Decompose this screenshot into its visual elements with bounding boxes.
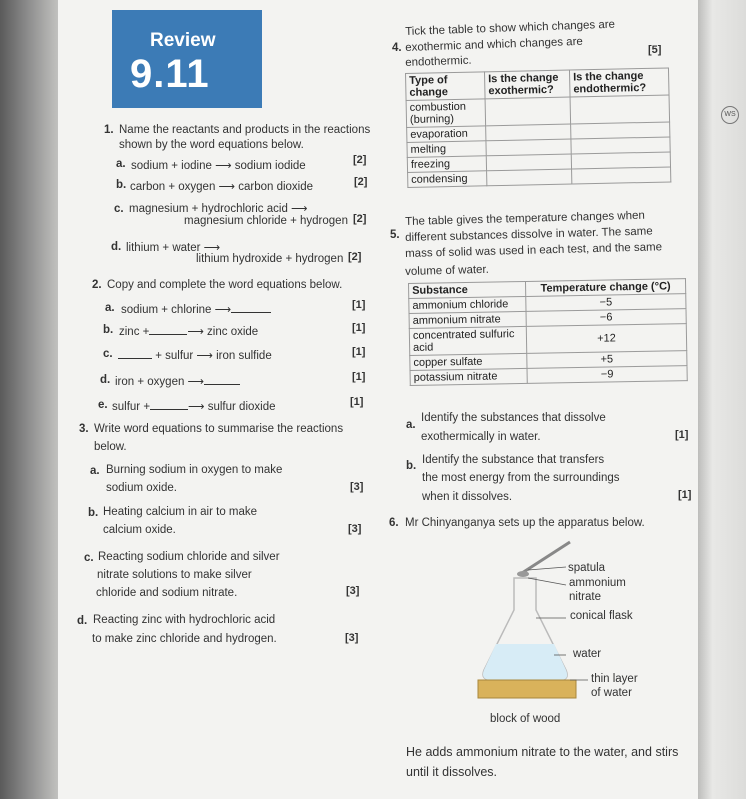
q3c-letter: c. (84, 552, 94, 564)
q2d-letter: d. (100, 374, 111, 386)
q4-row-label: combustion (burning) (406, 99, 486, 128)
q4-line2: exothermic and which changes are (405, 35, 584, 54)
q2c-marks: [1] (352, 346, 366, 358)
q1a-text: sodium + iodine ⟶ sodium iodide (131, 160, 306, 172)
q2-number: 2. (92, 279, 102, 291)
q5-temp-cell: −5 (526, 294, 686, 312)
q5-line1: The table gives the temperature changes when (405, 209, 645, 228)
q5b-line2: the most energy from the surroundings (422, 472, 620, 484)
q4-header-endo: Is the change endothermic? (569, 68, 669, 97)
q3d-marks: [3] (345, 632, 359, 644)
q2c-text (118, 348, 272, 362)
q2a-letter: a. (105, 302, 115, 314)
q4-table (405, 67, 671, 188)
q5b-marks: [1] (678, 489, 692, 501)
label-spatula: spatula (568, 562, 606, 574)
q1c-text2: magnesium chloride + hydrogen (184, 215, 348, 227)
q2a-marks: [1] (352, 299, 366, 311)
q2b-text (119, 324, 258, 338)
q1d-marks: [2] (348, 251, 362, 263)
q3c-line2: nitrate solutions to make silver (97, 569, 252, 581)
q4-exo-cell[interactable] (485, 97, 571, 126)
q2b-blank (149, 325, 187, 335)
q4-header-exo: Is the change exothermic? (484, 70, 570, 99)
q6-text: Mr Chinyanganya sets up the apparatus below. (405, 517, 645, 529)
q4-row-label: condensing (408, 171, 487, 188)
q3-text-line1: Write word equations to summarise the reactions (94, 423, 344, 435)
label-thin-layer: thin layer (591, 673, 638, 685)
q2c-blank (118, 349, 152, 359)
q3c-marks: [3] (346, 585, 360, 597)
q4-exo-cell[interactable] (487, 169, 572, 186)
q6-after-line1: He adds ammonium nitrate to the water, and stirs (406, 745, 679, 759)
q3b-letter: b. (88, 507, 99, 519)
label-conical-flask: conical flask (570, 610, 633, 622)
q1-number: 1. (104, 124, 114, 136)
q1b-text: carbon + oxygen ⟶ carbon dioxide (130, 181, 314, 193)
q2d-blank (204, 375, 240, 385)
q1d-letter: d. (111, 241, 122, 253)
review-number: 9.11 (130, 52, 210, 96)
q2e-blank (150, 400, 188, 410)
q5-substance-cell: copper sulfate (410, 353, 527, 370)
q5a-line1: Identify the substances that dissolve (421, 412, 606, 424)
q5-line4: volume of water. (405, 263, 490, 278)
q5-substance-cell: ammonium nitrate (409, 311, 526, 328)
q1a-letter: a. (116, 158, 126, 170)
q2c-mid: + sulfur ⟶ iron sulfide (155, 350, 272, 362)
q2d-text (115, 374, 240, 388)
q3c-line1: Reacting sodium chloride and silver (98, 551, 280, 563)
worksheet-badge-icon: WS (721, 106, 739, 124)
q3a-letter: a. (90, 465, 100, 477)
wood-block-shape (478, 680, 576, 698)
q4-row-label: freezing (407, 156, 486, 173)
q5-substance-cell: potassium nitrate (410, 368, 527, 385)
label-water: water (573, 648, 602, 660)
q5a-letter: a. (406, 419, 416, 431)
q2e-mid: ⟶ sulfur dioxide (188, 401, 276, 413)
q1d-text: lithium + water ⟶ (126, 242, 221, 254)
q4-endo-cell[interactable] (572, 167, 671, 184)
q2e-pre: sulfur + (112, 401, 151, 413)
label-block-of-wood: block of wood (490, 713, 561, 725)
q2d-marks: [1] (352, 371, 366, 383)
q5-substance-cell: ammonium chloride (409, 296, 526, 313)
q4-row-label: evaporation (407, 126, 486, 143)
q1b-marks: [2] (354, 176, 368, 188)
q5-header-temp: Temperature change (°C) (525, 279, 685, 297)
q4-number: 4. (392, 42, 402, 54)
q3a-line1: Burning sodium in oxygen to make (106, 464, 283, 476)
q3a-line2: sodium oxide. (106, 482, 177, 494)
q2e-text (112, 399, 276, 413)
q5-temp-cell: +5 (527, 351, 687, 369)
q2b-letter: b. (103, 324, 114, 336)
q2d-pre: iron + oxygen ⟶ (115, 376, 205, 388)
q1d-text2: lithium hydroxide + hydrogen (196, 253, 344, 265)
review-label: Review (150, 30, 216, 51)
q5-temp-cell: −6 (526, 309, 686, 327)
q2a-blank (231, 303, 271, 313)
q2c-letter: c. (103, 348, 113, 360)
q5b-letter: b. (406, 460, 417, 472)
q3c-line3: chloride and sodium nitrate. (96, 587, 238, 599)
q5-temp-cell: +12 (526, 324, 686, 354)
q5-substance-cell: concentrated sulfuric acid (409, 326, 526, 355)
q5-line3: mass of solid was used in each test, and the same (405, 241, 663, 260)
q5b-line1: Identify the substance that transfers (422, 454, 605, 466)
q4-line3: endothermic. (405, 54, 472, 69)
q1c-marks: [2] (353, 213, 367, 225)
q3-number: 3. (79, 423, 89, 435)
water-fill (483, 644, 567, 680)
q1b-letter: b. (116, 179, 127, 191)
q6-after-line2: until it dissolves. (406, 765, 498, 779)
q1c-text: magnesium + hydrochloric acid ⟶ (129, 203, 308, 215)
q5a-line2: exothermically in water. (421, 431, 541, 443)
q6-number: 6. (389, 517, 399, 529)
q3b-marks: [3] (348, 523, 362, 535)
q3b-line1: Heating calcium in air to make (103, 506, 258, 518)
q4-marks: [5] (648, 44, 662, 56)
q4-row-label: melting (407, 141, 486, 158)
q1-text-line2: shown by the word equations below. (119, 139, 304, 151)
q3b-line2: calcium oxide. (103, 524, 176, 536)
label-nitrate: nitrate (569, 591, 601, 603)
q3a-marks: [3] (350, 481, 364, 493)
q2b-pre: zinc + (119, 326, 150, 338)
q5-temp-cell: −9 (527, 366, 687, 384)
q4-line1: Tick the table to show which changes are (405, 18, 616, 38)
q4-header-type: Type of change (406, 72, 486, 101)
q5-number: 5. (390, 229, 400, 241)
q5-header-substance: Substance (409, 281, 526, 298)
q5a-marks: [1] (675, 429, 689, 441)
q2-text: Copy and complete the word equations below. (107, 279, 343, 291)
q5-line2: different substances dissolve in water. The same (405, 225, 653, 244)
q3d-letter: d. (77, 615, 88, 627)
label-ammonium: ammonium (569, 577, 626, 589)
q2a-text (121, 302, 271, 316)
q2e-marks: [1] (350, 396, 364, 408)
q3d-line1: Reacting zinc with hydrochloric acid (93, 614, 276, 626)
q3-text-line2: below. (94, 441, 127, 453)
book-left-edge (0, 0, 66, 799)
q1-text-line1: Name the reactants and products in the reactions (119, 124, 371, 136)
q1c-letter: c. (114, 203, 124, 215)
q2a-pre: sodium + chlorine ⟶ (121, 304, 232, 316)
q2b-mid: ⟶ zinc oxide (187, 326, 259, 338)
q5-table (408, 278, 688, 386)
q2b-marks: [1] (352, 322, 366, 334)
q1a-marks: [2] (353, 154, 367, 166)
q5b-line3: when it dissolves. (422, 491, 513, 503)
q3d-line2: to make zinc chloride and hydrogen. (92, 633, 277, 645)
label-of-water: of water (591, 687, 632, 699)
q4-endo-cell[interactable] (570, 95, 670, 124)
q2e-letter: e. (98, 399, 108, 411)
